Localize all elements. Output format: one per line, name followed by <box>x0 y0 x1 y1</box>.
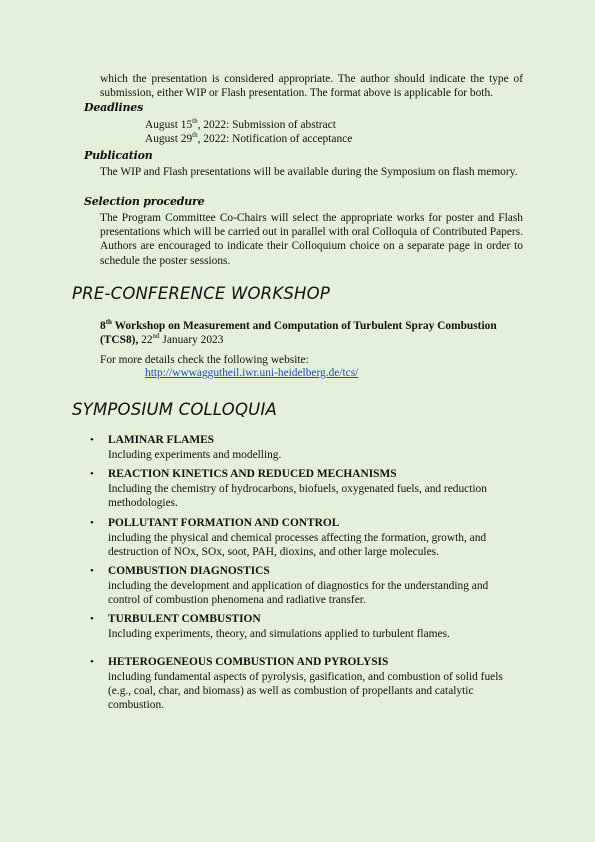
bullet-icon: • <box>90 517 94 529</box>
colloquium-title: COMBUSTION DIAGNOSTICS <box>108 565 270 577</box>
colloquium-title: HETEROGENEOUS COMBUSTION AND PYROLYSIS <box>108 656 389 668</box>
colloquium-title: LAMINAR FLAMES <box>108 434 214 446</box>
publication-paragraph: The WIP and Flash presentations will be available during the Symposium on flash memory. <box>100 166 518 178</box>
deadline-item: August 15th, 2022: Submission of abstract <box>145 117 336 131</box>
bullet-icon: • <box>90 656 94 668</box>
colloquia-heading: SYMPOSIUM COLLOQUIA <box>72 400 278 419</box>
colloquium-description: Including the chemistry of hydrocarbons, biofuels, oxygenated fuels, and reduction methodologies. <box>108 483 487 510</box>
deadline-item: August 29th, 2022: Notification of acceptance <box>145 131 353 145</box>
selection-paragraph: The Program Committee Co-Chairs will select the appropriate works for poster and Flash presentations which will be carried out in parallel with oral Colloquia of Contributed Papers. Authors are encouraged to indicate their Colloquium choice on a separate page in order to schedule the poster sessions. <box>100 212 523 267</box>
colloquium-description: including the development and application of diagnostics for the understanding and control of combustion phenomena and radiative transfer. <box>108 580 489 607</box>
colloquium-description: including the physical and chemical processes affecting the formation, growth, and destruction of NOx, SOx, soot, PAH, dioxins, and other large molecules. <box>108 532 487 559</box>
bullet-icon: • <box>90 434 94 446</box>
publication-heading: Publication <box>84 149 153 162</box>
selection-procedure-heading: Selection procedure <box>84 195 205 208</box>
workshop-title: 8th Workshop on Measurement and Computation of Turbulent Spray Combustion (TCS8), 22nd January 2023 <box>100 318 497 347</box>
bullet-icon: • <box>90 613 94 625</box>
colloquium-title: POLLUTANT FORMATION AND CONTROL <box>108 517 340 529</box>
deadlines-heading: Deadlines <box>84 101 144 114</box>
workshop-heading: PRE-CONFERENCE WORKSHOP <box>72 284 330 303</box>
colloquium-description: including fundamental aspects of pyrolysis, gasification, and combustion of solid fuels (e.g., coal, char, and biomass) as well as combustion of propellants and catalytic combustion. <box>108 671 503 712</box>
bullet-icon: • <box>90 468 94 480</box>
colloquium-description: Including experiments and modelling. <box>108 449 282 461</box>
workshop-details: For more details check the following website: <box>100 354 309 366</box>
bullet-icon: • <box>90 565 94 577</box>
intro-paragraph: which the presentation is considered appropriate. The author should indicate the type of submission, either WIP or Flash presentation. The format above is applicable for both. <box>100 73 523 100</box>
colloquium-description: Including experiments, theory, and simulations applied to turbulent flames. <box>108 628 450 640</box>
colloquium-title: TURBULENT COMBUSTION <box>108 613 261 625</box>
colloquium-title: REACTION KINETICS AND REDUCED MECHANISMS <box>108 468 397 480</box>
workshop-website-link[interactable]: http://wwwaggutheil.iwr.uni-heidelberg.de/tcs/ <box>145 367 359 379</box>
